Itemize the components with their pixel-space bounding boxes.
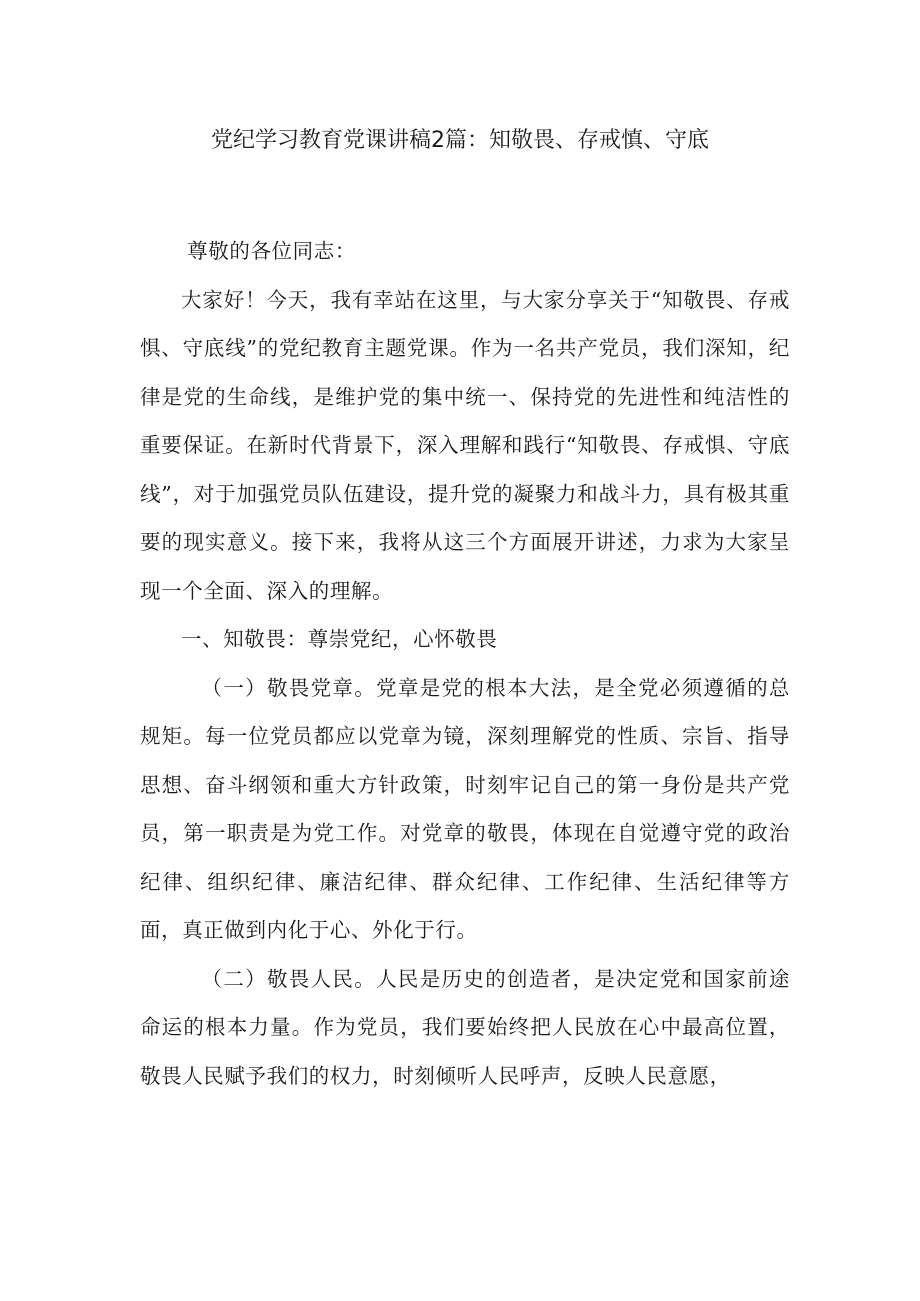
subsection-paragraph-2: （二）敬畏人民。人民是历史的创造者，是决定党和国家前途命运的根本力量。作为党员，我们要始终把人民放在心中最高位置，敬畏人民赋予我们的权力，时刻倾听人民呼声，反映人民意愿， — [140, 966, 790, 1088]
document-body — [140, 227, 790, 1100]
opening-paragraph: 大家好！今天，我有幸站在这里，与大家分享关于“知敬畏、存戒惧、守底线”的党纪教育主题党课。作为一名共产党员，我们深知，纪律是党的生命线，是维护党的集中统一、保持党的先进性和纯洁性的重要保证。在新时代背景下，深入理解和践行“知敬畏、存戒惧、守底线”，对于加强党员队伍建设，提升党的凝聚力和战斗力，具有极其重要的现实意义。接下来，我将从这三个方面展开讲述，力求为大家呈现一个全面、深入的理解。 — [140, 287, 790, 603]
section-heading: 一、知敬畏：尊崇党纪，心怀敬畏 — [181, 627, 498, 651]
document-title: 党纪学习教育党课讲稿2篇：知敬畏、存戒慎、守底 — [211, 128, 709, 153]
subsection-paragraph-1: （一）敬畏党章。党章是党的根本大法，是全党必须遵循的总规矩。每一位党员都应以党章为镜，深刻理解党的性质、宗旨、指导思想、奋斗纲领和重大方针政策，时刻牢记自己的第一身份是共产党员，第一职责是为党工作。对党章的敬畏，体现在自觉遵守党的政治纪律、组织纪律、廉洁纪律、群众纪律、工作纪律、生活纪律等方面，真正做到内化于心、外化于行。 — [140, 675, 790, 942]
salutation-paragraph: 尊敬的各位同志： — [187, 239, 356, 263]
